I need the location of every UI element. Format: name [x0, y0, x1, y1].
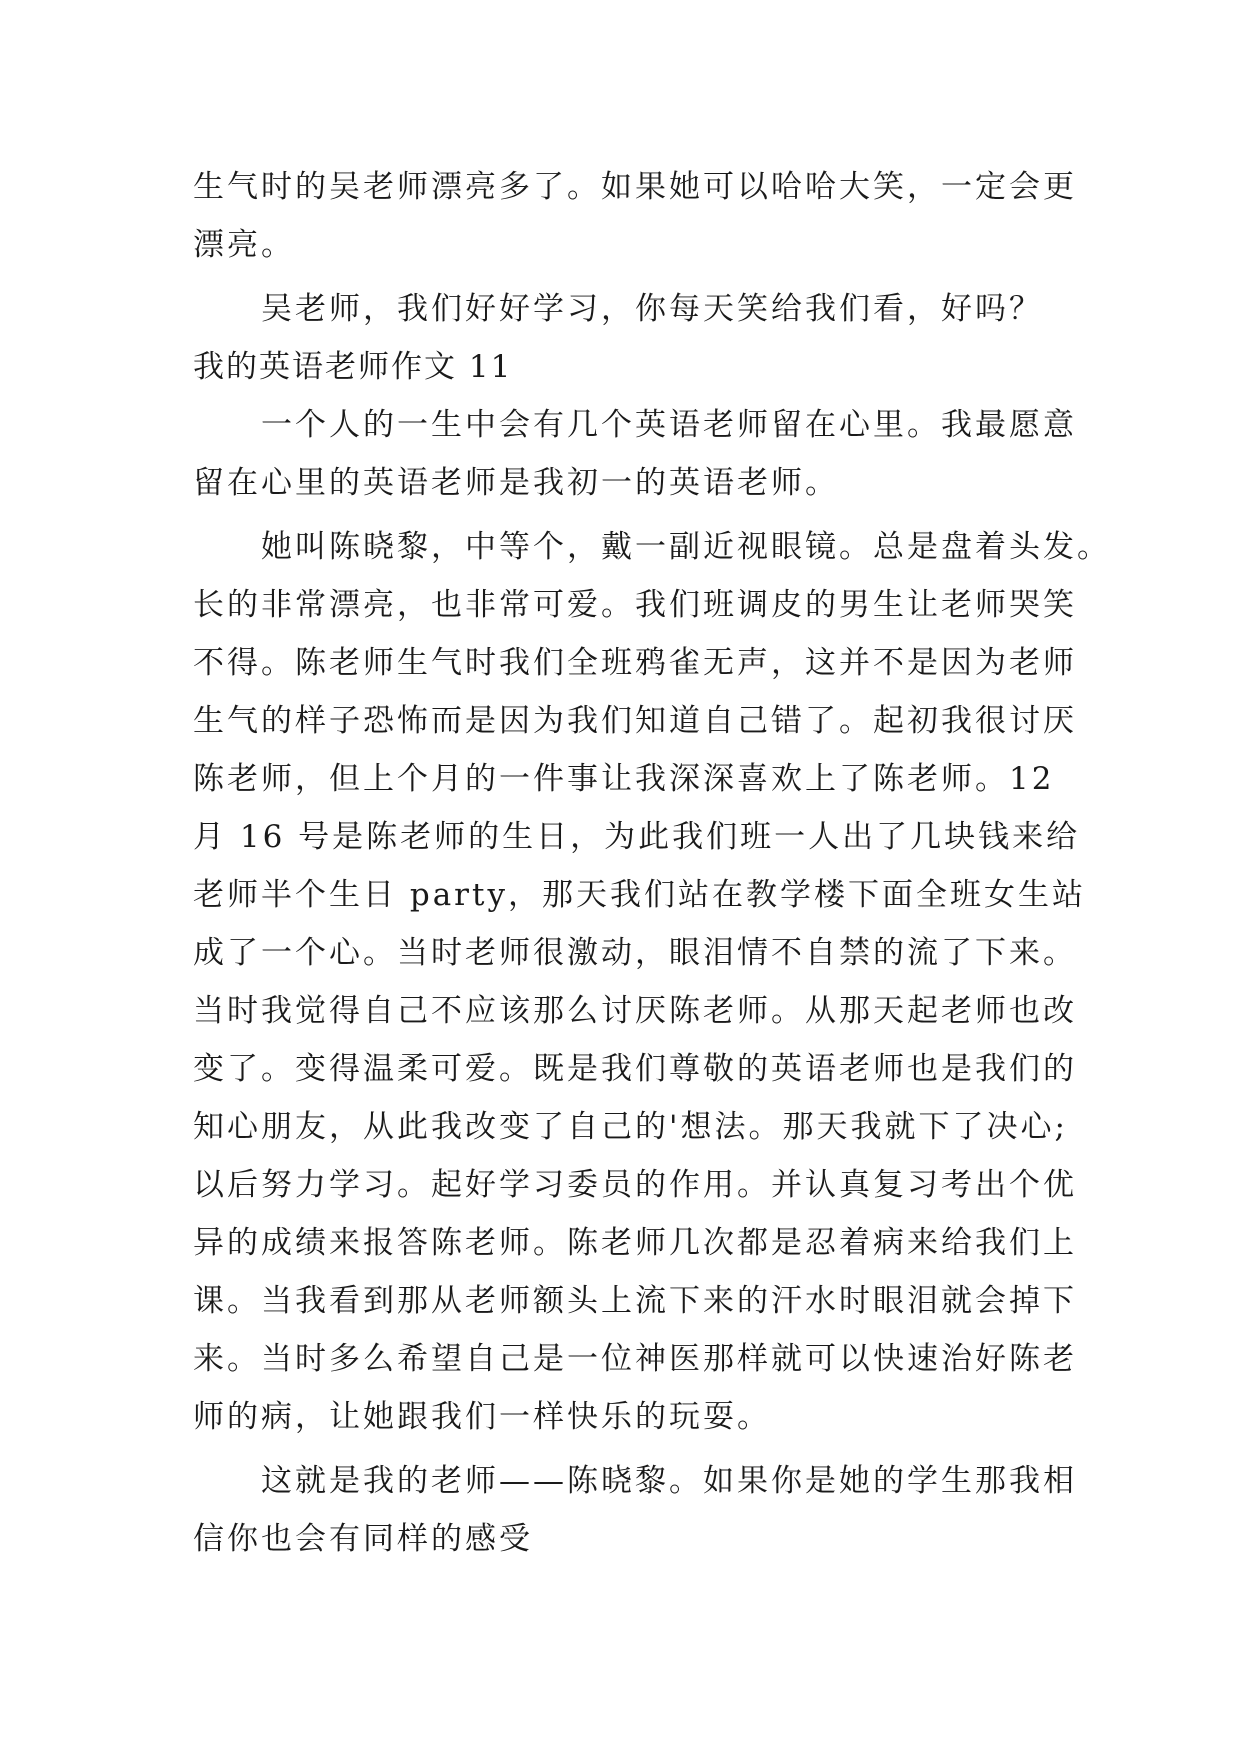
paragraph-3 [193, 396, 1077, 512]
text-line: 信你也会有同样的感受 [193, 1521, 533, 1557]
text-line: 一个人的一生中会有几个英语老师留在心里。我最愿意 [193, 407, 1077, 443]
paragraph-1 [193, 158, 1077, 274]
text-line: 老师半个生日 party，那天我们站在教学楼下面全班女生站 [193, 877, 1086, 913]
text-line: 师的病，让她跟我们一样快乐的玩耍。 [193, 1399, 771, 1435]
text-line: 当时我觉得自己不应该那么讨厌陈老师。从那天起老师也改 [193, 993, 1077, 1029]
essay-title: 我的英语老师作文 11 [193, 349, 513, 385]
text-line: 生气时的吴老师漂亮多了。如果她可以哈哈大笑，一定会更 [193, 169, 1077, 205]
text-line: 知心朋友，从此我改变了自己的'想法。那天我就下了决心; [193, 1109, 1068, 1145]
text-line: 变了。变得温柔可爱。既是我们尊敬的英语老师也是我们的 [193, 1051, 1077, 1087]
paragraph-2 [193, 280, 1063, 338]
text-line: 月 16 号是陈老师的生日，为此我们班一人出了几块钱来给 [193, 819, 1081, 855]
text-line: 来。当时多么希望自己是一位神医那样就可以快速治好陈老 [193, 1341, 1077, 1377]
text-line: 课。当我看到那从老师额头上流下来的汗水时眼泪就会掉下 [193, 1283, 1077, 1319]
section-title [193, 338, 1063, 396]
text-line: 生气的样子恐怖而是因为我们知道自己错了。起初我很讨厌 [193, 703, 1077, 739]
text-line: 这就是我的老师——陈晓黎。如果你是她的学生那我相 [193, 1463, 1077, 1499]
text-line: 陈老师，但上个月的一件事让我深深喜欢上了陈老师。12 [193, 761, 1055, 797]
paragraph-4 [193, 518, 1111, 1446]
text-line: 长的非常漂亮，也非常可爱。我们班调皮的男生让老师哭笑 [193, 587, 1077, 623]
text-line: 她叫陈晓黎，中等个，戴一副近视眼镜。总是盘着头发。 [193, 529, 1111, 565]
text-line: 漂亮。 [193, 227, 295, 263]
text-line: 吴老师，我们好好学习，你每天笑给我们看，好吗？ [193, 291, 1043, 327]
text-line: 以后努力学习。起好学习委员的作用。并认真复习考出个优 [193, 1167, 1077, 1203]
text-line: 不得。陈老师生气时我们全班鸦雀无声，这并不是因为老师 [193, 645, 1077, 681]
paragraph-5 [193, 1452, 1077, 1568]
text-line: 留在心里的英语老师是我初一的英语老师。 [193, 465, 839, 501]
document-page [193, 158, 1111, 1568]
text-line: 成了一个心。当时老师很激动，眼泪情不自禁的流了下来。 [193, 935, 1077, 971]
text-line: 异的成绩来报答陈老师。陈老师几次都是忍着病来给我们上 [193, 1225, 1077, 1261]
